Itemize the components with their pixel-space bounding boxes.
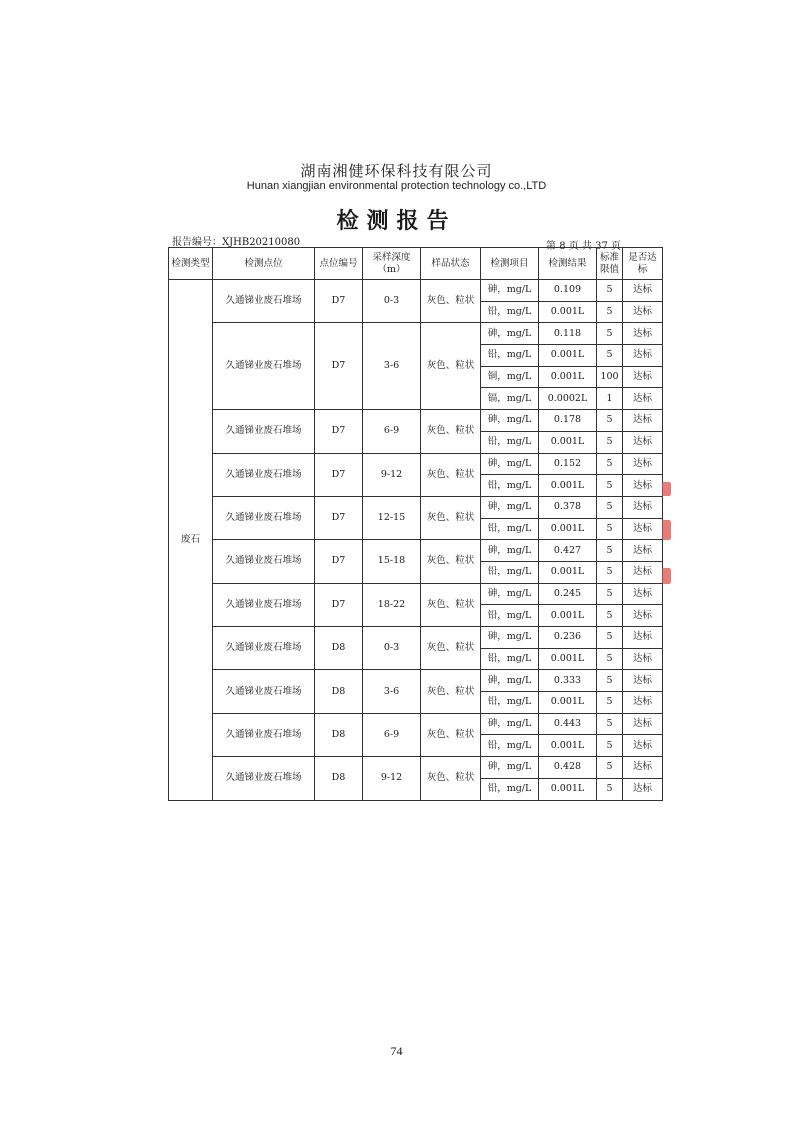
sample-state-cell: 灰色、粒状 <box>421 280 481 323</box>
point-id-cell: D8 <box>315 713 363 756</box>
point-id-cell: D8 <box>315 670 363 713</box>
test-item-cell: 铅，mg/L <box>481 561 539 583</box>
header-cell: 标准限值 <box>597 248 623 280</box>
table-row <box>169 323 663 345</box>
table-row <box>169 757 663 779</box>
compliance-cell: 达标 <box>623 778 663 800</box>
depth-cell: 15-18 <box>363 540 421 583</box>
sample-state-cell: 灰色、粒状 <box>421 670 481 713</box>
limit-cell: 5 <box>597 605 623 627</box>
test-item-cell: 铅，mg/L <box>481 475 539 497</box>
result-cell: 0.428 <box>539 757 597 779</box>
limit-cell: 1 <box>597 388 623 410</box>
header-cell: 是否达标 <box>623 248 663 280</box>
depth-cell: 12-15 <box>363 496 421 539</box>
location-cell: 久通锑业废石堆场 <box>213 757 315 800</box>
test-item-cell: 铅，mg/L <box>481 431 539 453</box>
depth-cell: 18-22 <box>363 583 421 626</box>
result-cell: 0.001L <box>539 366 597 388</box>
limit-cell: 5 <box>597 475 623 497</box>
result-cell: 0.443 <box>539 713 597 735</box>
result-cell: 0.001L <box>539 475 597 497</box>
depth-cell: 6-9 <box>363 410 421 453</box>
test-item-cell: 镉，mg/L <box>481 388 539 410</box>
seal-stamp-mark <box>662 482 671 496</box>
location-cell: 久通锑业废石堆场 <box>213 323 315 410</box>
location-cell: 久通锑业废石堆场 <box>213 540 315 583</box>
sample-type-cell: 废石 <box>169 280 213 801</box>
sample-state-cell: 灰色、粒状 <box>421 757 481 800</box>
test-item-cell: 铅，mg/L <box>481 301 539 323</box>
test-item-cell: 铅，mg/L <box>481 345 539 367</box>
depth-cell: 0-3 <box>363 627 421 670</box>
test-item-cell: 砷，mg/L <box>481 496 539 518</box>
point-id-cell: D7 <box>315 323 363 410</box>
depth-cell: 6-9 <box>363 713 421 756</box>
page-info: 第 8 页 共 37 页 <box>546 241 621 252</box>
point-id-cell: D7 <box>315 410 363 453</box>
compliance-cell: 达标 <box>623 605 663 627</box>
compliance-cell: 达标 <box>623 518 663 540</box>
result-cell: 0.001L <box>539 778 597 800</box>
compliance-cell: 达标 <box>623 561 663 583</box>
point-id-cell: D7 <box>315 453 363 496</box>
compliance-cell: 达标 <box>623 735 663 757</box>
depth-cell: 9-12 <box>363 453 421 496</box>
test-item-cell: 砷，mg/L <box>481 627 539 649</box>
location-cell: 久通锑业废石堆场 <box>213 496 315 539</box>
point-id-cell: D7 <box>315 280 363 323</box>
table-row <box>169 280 663 302</box>
test-item-cell: 砷，mg/L <box>481 713 539 735</box>
test-item-cell: 铅，mg/L <box>481 518 539 540</box>
table-row <box>169 627 663 649</box>
test-item-cell: 铅，mg/L <box>481 648 539 670</box>
result-cell: 0.118 <box>539 323 597 345</box>
limit-cell: 5 <box>597 323 623 345</box>
limit-cell: 5 <box>597 518 623 540</box>
location-cell: 久通锑业废石堆场 <box>213 583 315 626</box>
limit-cell: 5 <box>597 735 623 757</box>
test-item-cell: 铜，mg/L <box>481 366 539 388</box>
sample-state-cell: 灰色、粒状 <box>421 453 481 496</box>
compliance-cell: 达标 <box>623 453 663 475</box>
test-item-cell: 砷，mg/L <box>481 323 539 345</box>
header-cell: 检测项目 <box>481 248 539 280</box>
seal-stamp-mark <box>662 568 671 584</box>
test-item-cell: 铅，mg/L <box>481 735 539 757</box>
limit-cell: 5 <box>597 345 623 367</box>
header-cell: 采样深度（m） <box>363 248 421 280</box>
result-cell: 0.001L <box>539 345 597 367</box>
result-cell: 0.001L <box>539 431 597 453</box>
result-cell: 0.001L <box>539 561 597 583</box>
compliance-cell: 达标 <box>623 388 663 410</box>
test-item-cell: 砷，mg/L <box>481 583 539 605</box>
point-id-cell: D8 <box>315 627 363 670</box>
compliance-cell: 达标 <box>623 757 663 779</box>
limit-cell: 5 <box>597 583 623 605</box>
compliance-cell: 达标 <box>623 692 663 714</box>
compliance-cell: 达标 <box>623 670 663 692</box>
limit-cell: 5 <box>597 692 623 714</box>
depth-cell: 3-6 <box>363 323 421 410</box>
table-body <box>169 280 663 801</box>
result-cell: 0.427 <box>539 540 597 562</box>
test-item-cell: 铅，mg/L <box>481 778 539 800</box>
table-row <box>169 496 663 518</box>
company-name-cn: 湖南湘健环保科技有限公司 <box>300 162 493 180</box>
compliance-cell: 达标 <box>623 410 663 432</box>
header-cell: 检测结果 <box>539 248 597 280</box>
sample-state-cell: 灰色、粒状 <box>421 540 481 583</box>
sample-state-cell: 灰色、粒状 <box>421 410 481 453</box>
limit-cell: 100 <box>597 366 623 388</box>
compliance-cell: 达标 <box>623 648 663 670</box>
result-cell: 0.001L <box>539 648 597 670</box>
result-cell: 0.0002L <box>539 388 597 410</box>
result-cell: 0.001L <box>539 518 597 540</box>
limit-cell: 5 <box>597 301 623 323</box>
compliance-cell: 达标 <box>623 301 663 323</box>
test-item-cell: 砷，mg/L <box>481 410 539 432</box>
sample-state-cell: 灰色、粒状 <box>421 583 481 626</box>
table-row <box>169 670 663 692</box>
header-cell: 检测点位 <box>213 248 315 280</box>
sample-state-cell: 灰色、粒状 <box>421 323 481 410</box>
result-cell: 0.236 <box>539 627 597 649</box>
limit-cell: 5 <box>597 496 623 518</box>
test-item-cell: 砷，mg/L <box>481 280 539 302</box>
limit-cell: 5 <box>597 713 623 735</box>
limit-cell: 5 <box>597 453 623 475</box>
company-name-en: Hunan xiangjian environmental protection technology co.,LTD <box>246 180 547 192</box>
location-cell: 久通锑业废石堆场 <box>213 280 315 323</box>
result-cell: 0.001L <box>539 301 597 323</box>
header-cell: 检测类型 <box>169 248 213 280</box>
table-row <box>169 540 663 562</box>
compliance-cell: 达标 <box>623 431 663 453</box>
test-item-cell: 砷，mg/L <box>481 757 539 779</box>
point-id-cell: D7 <box>315 496 363 539</box>
compliance-cell: 达标 <box>623 366 663 388</box>
point-id-cell: D8 <box>315 757 363 800</box>
test-item-cell: 砷，mg/L <box>481 540 539 562</box>
result-cell: 0.245 <box>539 583 597 605</box>
table-row <box>169 453 663 475</box>
table-row <box>169 410 663 432</box>
limit-cell: 5 <box>597 627 623 649</box>
compliance-cell: 达标 <box>623 345 663 367</box>
compliance-cell: 达标 <box>623 627 663 649</box>
location-cell: 久通锑业废石堆场 <box>213 713 315 756</box>
compliance-cell: 达标 <box>623 583 663 605</box>
point-id-cell: D7 <box>315 583 363 626</box>
table-row <box>169 713 663 735</box>
result-cell: 0.152 <box>539 453 597 475</box>
table-row <box>169 583 663 605</box>
depth-cell: 0-3 <box>363 280 421 323</box>
location-cell: 久通锑业废石堆场 <box>213 453 315 496</box>
table-header-row <box>169 248 663 280</box>
limit-cell: 5 <box>597 670 623 692</box>
seal-stamp-mark <box>662 520 671 540</box>
limit-cell: 5 <box>597 757 623 779</box>
point-id-cell: D7 <box>315 540 363 583</box>
header-cell: 点位编号 <box>315 248 363 280</box>
depth-cell: 3-6 <box>363 670 421 713</box>
report-number: 报告编号：XJHB20210080 <box>172 237 301 248</box>
sample-state-cell: 灰色、粒状 <box>421 713 481 756</box>
limit-cell: 5 <box>597 280 623 302</box>
location-cell: 久通锑业废石堆场 <box>213 627 315 670</box>
location-cell: 久通锑业废石堆场 <box>213 410 315 453</box>
page-number: 74 <box>390 1044 403 1058</box>
result-cell: 0.109 <box>539 280 597 302</box>
result-cell: 0.001L <box>539 605 597 627</box>
limit-cell: 5 <box>597 431 623 453</box>
result-cell: 0.333 <box>539 670 597 692</box>
limit-cell: 5 <box>597 410 623 432</box>
location-cell: 久通锑业废石堆场 <box>213 670 315 713</box>
result-cell: 0.378 <box>539 496 597 518</box>
report-title: 检测报告 <box>336 209 457 234</box>
result-cell: 0.001L <box>539 692 597 714</box>
result-cell: 0.178 <box>539 410 597 432</box>
results-table <box>168 247 663 801</box>
limit-cell: 5 <box>597 540 623 562</box>
compliance-cell: 达标 <box>623 496 663 518</box>
header-cell: 样品状态 <box>421 248 481 280</box>
test-item-cell: 砷，mg/L <box>481 453 539 475</box>
depth-cell: 9-12 <box>363 757 421 800</box>
compliance-cell: 达标 <box>623 475 663 497</box>
compliance-cell: 达标 <box>623 713 663 735</box>
sample-state-cell: 灰色、粒状 <box>421 627 481 670</box>
limit-cell: 5 <box>597 648 623 670</box>
compliance-cell: 达标 <box>623 323 663 345</box>
sample-state-cell: 灰色、粒状 <box>421 496 481 539</box>
test-item-cell: 铅，mg/L <box>481 605 539 627</box>
limit-cell: 5 <box>597 561 623 583</box>
compliance-cell: 达标 <box>623 280 663 302</box>
test-item-cell: 砷，mg/L <box>481 670 539 692</box>
result-cell: 0.001L <box>539 735 597 757</box>
limit-cell: 5 <box>597 778 623 800</box>
compliance-cell: 达标 <box>623 540 663 562</box>
test-item-cell: 铅，mg/L <box>481 692 539 714</box>
